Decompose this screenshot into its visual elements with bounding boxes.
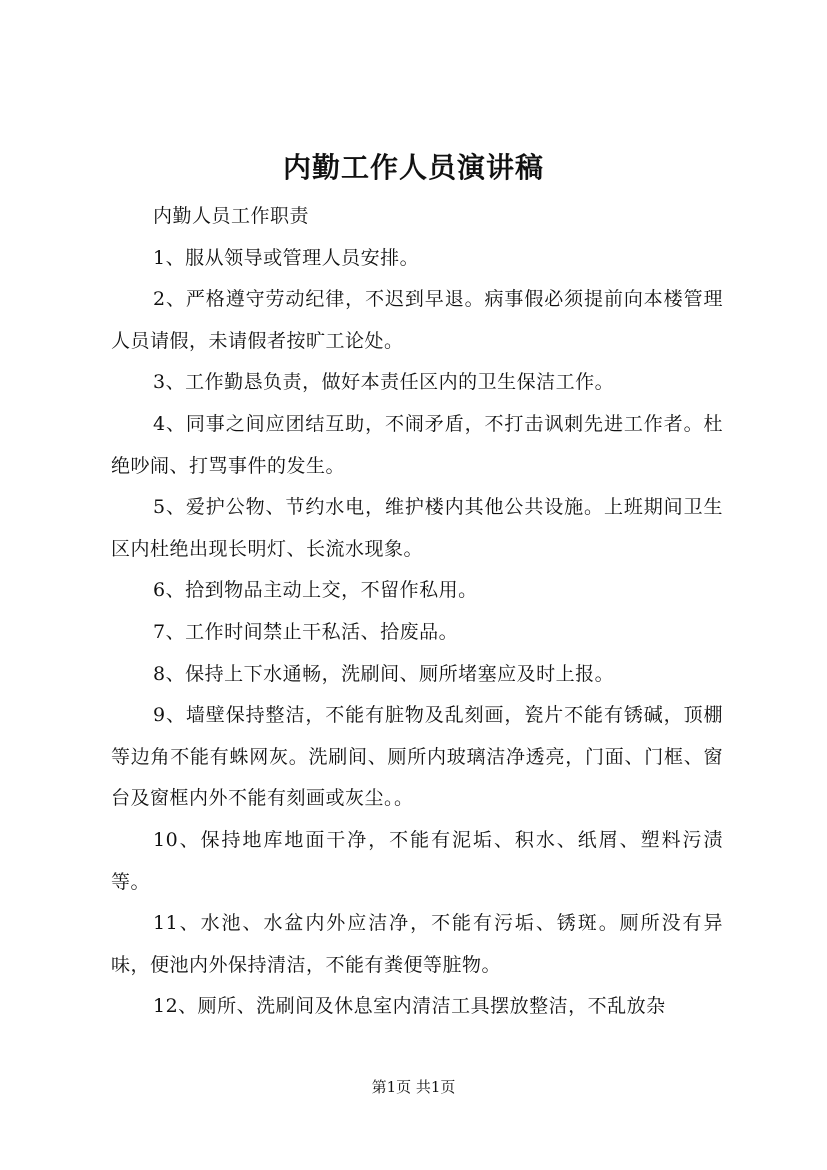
paragraph-item-11: 11、水池、水盆内外应洁净，不能有污垢、锈斑。厕所没有异味，便池内外保持清洁，不能有粪便等脏物。 xyxy=(111,912,723,976)
paragraph-item-7: 7、工作时间禁止干私活、拾废品。 xyxy=(153,620,459,643)
document-body xyxy=(111,196,723,1028)
paragraph-item-5: 5、爱护公物、节约水电，维护楼内其他公共设施。上班期间卫生区内杜绝出现长明灯、长流水现象。 xyxy=(111,496,723,560)
paragraph-item-3: 3、工作勤恳负责，做好本责任区内的卫生保洁工作。 xyxy=(153,371,615,394)
paragraph-item-10: 10、保持地库地面干净，不能有泥垢、积水、纸屑、塑料污渍等。 xyxy=(111,828,723,893)
paragraph-item-8: 8、保持上下水通畅，洗刷间、厕所堵塞应及时上报。 xyxy=(153,662,615,685)
paragraph-item-6: 6、拾到物品主动上交，不留作私用。 xyxy=(153,579,478,602)
document-title: 内勤工作人员演讲稿 xyxy=(282,151,544,184)
paragraph-item-9: 9、墙壁保持整洁，不能有脏物及乱刻画，瓷片不能有锈碱，顶棚等边角不能有蛛网灰。洗刷间、厕所内玻璃洁净透亮，门面、门框、窗台及窗框内外不能有刻画或灰尘。。 xyxy=(111,704,723,810)
paragraph-item-4: 4、同事之间应团结互助，不闹矛盾，不打击讽刺先进工作者。杜绝吵闹、打骂事件的发生。 xyxy=(111,412,723,477)
paragraph-item-2: 2、严格遵守劳动纪律，不迟到早退。病事假必须提前向本楼管理人员请假，未请假者按旷工论处。 xyxy=(111,288,723,352)
paragraph-item-1: 1、服从领导或管理人员安排。 xyxy=(153,246,420,269)
page-footer: 第1页 共1页 xyxy=(371,1078,456,1096)
paragraph-item-12: 12、厕所、洗刷间及休息室内清洁工具摆放整洁，不乱放杂 xyxy=(153,995,666,1018)
paragraph-heading: 内勤人员工作职责 xyxy=(153,205,310,227)
